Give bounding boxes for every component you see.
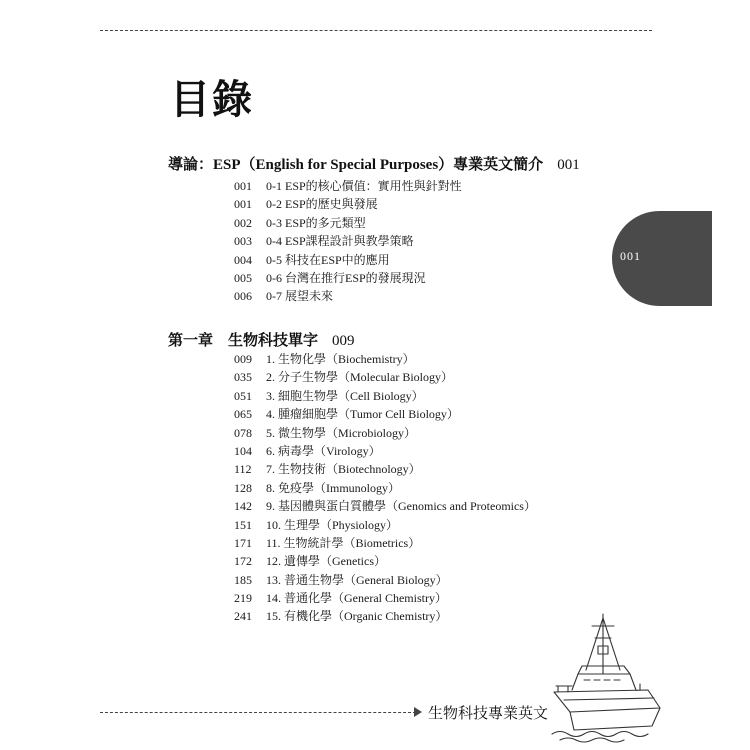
entry-title: 0-7 展望未來 (266, 289, 333, 304)
entry-title: 2. 分子生物學（Molecular Biology） (266, 370, 453, 385)
entry-title: 0-4 ESP課程設計與教學策略 (266, 234, 414, 249)
entry-title: 0-3 ESP的多元類型 (266, 215, 366, 230)
section-heading: 第一章 生物科技單字 (168, 333, 319, 349)
entry-page-number: 219 (234, 591, 252, 606)
footer-book-title: 生物科技專業英文 (428, 706, 549, 722)
entry-title: 10. 生理學（Physiology） (266, 517, 399, 532)
entry-page-number: 006 (234, 289, 252, 304)
toc-entry[interactable] (234, 607, 536, 625)
page-number-tab (612, 211, 712, 306)
entry-page-number: 001 (234, 197, 252, 212)
entry-page-number: 104 (234, 443, 252, 458)
entry-page-number: 001 (234, 179, 252, 193)
entry-title: 0-2 ESP的歷史與發展 (266, 197, 378, 212)
entry-title: 11. 生物統計學（Biometrics） (266, 535, 421, 550)
toc-entry[interactable] (234, 214, 462, 232)
toc-entry-list-intro (234, 177, 462, 306)
section-heading: 導論：ESP（English for Special Purposes）專業英文簡介 (168, 157, 544, 173)
entry-title: 3. 細胞生物學（Cell Biology） (266, 388, 424, 403)
toc-entry[interactable] (234, 424, 536, 442)
page-title: 目錄 (170, 77, 254, 123)
entry-title: 1. 生物化學（Biochemistry） (266, 352, 415, 366)
entry-page-number: 172 (234, 554, 252, 569)
toc-entry[interactable] (234, 516, 536, 534)
top-dashed-divider (100, 30, 652, 31)
entry-title: 14. 普通化學（General Chemistry） (266, 591, 447, 606)
entry-title: 12. 遺傳學（Genetics） (266, 554, 386, 569)
entry-page-number: 078 (234, 425, 252, 440)
toc-entry[interactable] (234, 287, 462, 305)
entry-page-number: 009 (234, 352, 252, 366)
entry-title: 5. 微生物學（Microbiology） (266, 425, 416, 440)
page-number-label: 001 (620, 249, 641, 263)
toc-entry[interactable] (234, 269, 462, 287)
entry-title: 4. 腫瘤細胞學（Tumor Cell Biology） (266, 407, 459, 422)
entry-page-number: 065 (234, 407, 252, 422)
entry-page-number: 051 (234, 388, 252, 403)
toc-entry[interactable] (234, 571, 536, 589)
entry-page-number: 004 (234, 252, 252, 267)
entry-page-number: 185 (234, 572, 252, 587)
toc-entry[interactable] (234, 589, 536, 607)
toc-entry[interactable] (234, 405, 536, 423)
entry-page-number: 005 (234, 270, 252, 285)
bottom-dashed-divider (100, 712, 416, 713)
entry-title: 8. 免疫學（Immunology） (266, 480, 400, 495)
entry-title: 13. 普通生物學（General Biology） (266, 572, 448, 587)
entry-page-number: 035 (234, 370, 252, 385)
toc-entry[interactable] (234, 497, 536, 515)
toc-entry[interactable] (234, 251, 462, 269)
toc-entry-list-chapter-1 (234, 350, 536, 626)
toc-section-chapter-1[interactable] (168, 329, 355, 350)
toc-entry[interactable] (234, 534, 536, 552)
toc-entry[interactable] (234, 232, 462, 250)
toc-entry[interactable] (234, 552, 536, 570)
entry-page-number: 151 (234, 517, 252, 532)
entry-title: 0-5 科技在ESP中的應用 (266, 252, 390, 267)
entry-page-number: 142 (234, 499, 252, 514)
toc-entry[interactable] (234, 479, 536, 497)
entry-page-number: 241 (234, 609, 252, 624)
entry-title: 9. 基因體與蛋白質體學（Genomics and Proteomics） (266, 499, 536, 514)
toc-entry[interactable] (234, 442, 536, 460)
section-page-number: 009 (332, 333, 355, 349)
entry-title: 7. 生物技術（Biotechnology） (266, 462, 421, 477)
toc-entry[interactable] (234, 460, 536, 478)
toc-entry[interactable] (234, 350, 536, 368)
entry-title: 0-6 台灣在推行ESP的發展現況 (266, 270, 426, 285)
entry-page-number: 112 (234, 462, 252, 477)
entry-title: 15. 有機化學（Organic Chemistry） (266, 609, 448, 624)
entry-page-number: 128 (234, 480, 252, 495)
toc-entry[interactable] (234, 368, 536, 386)
arrow-right-icon (414, 707, 422, 717)
entry-page-number: 003 (234, 234, 252, 249)
ship-illustration-icon (548, 612, 664, 744)
toc-entry[interactable] (234, 387, 536, 405)
entry-page-number: 002 (234, 215, 252, 230)
entry-title: 0-1 ESP的核心價值：實用性與針對性 (266, 179, 462, 193)
toc-entry[interactable] (234, 177, 462, 195)
toc-section-intro[interactable] (168, 153, 580, 174)
toc-entry[interactable] (234, 195, 462, 213)
section-page-number: 001 (557, 157, 580, 173)
entry-page-number: 171 (234, 535, 252, 550)
entry-title: 6. 病毒學（Virology） (266, 443, 381, 458)
